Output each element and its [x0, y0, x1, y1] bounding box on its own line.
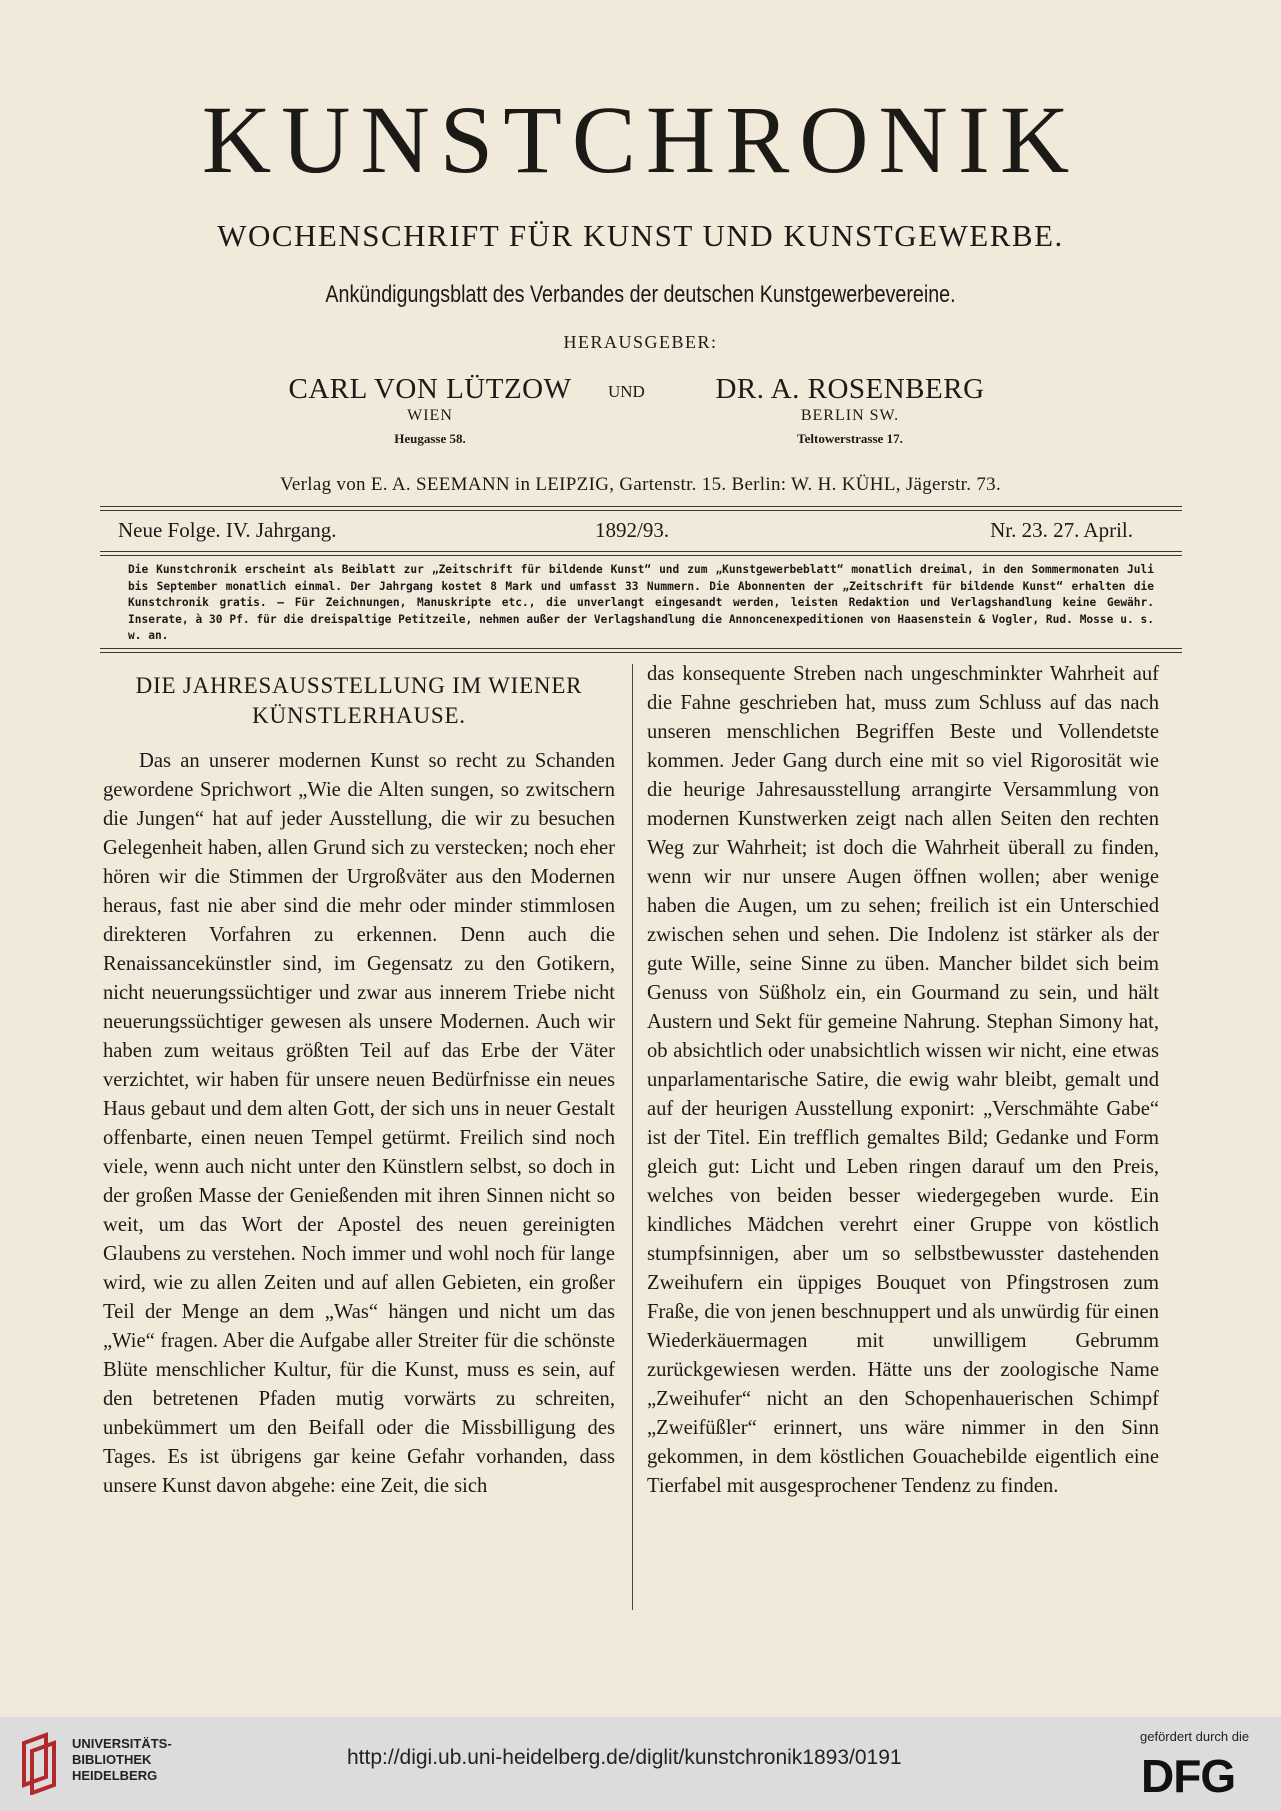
column-divider — [632, 664, 633, 1610]
library-name — [72, 1736, 172, 1784]
publication-subtitle: WOCHENSCHRIFT FÜR KUNST UND KUNSTGEWERBE. — [217, 218, 1064, 253]
editor-lutzow — [275, 373, 585, 447]
article-heading — [100, 671, 618, 731]
divider — [100, 551, 1182, 552]
editor-name: DR. A. ROSENBERG — [715, 373, 985, 405]
divider — [100, 510, 1182, 511]
permalink-url[interactable]: http://digi.ub.uni-heidelberg.de/diglit/kunstchronik1893/0191 — [347, 1746, 902, 1769]
library-name-line: BIBLIOTHEK — [72, 1752, 152, 1767]
publisher-line: Verlag von E. A. SEEMANN in LEIPZIG, Gartenstr. 15. Berlin: W. H. KÜHL, Jägerstr. 73. — [279, 474, 1002, 495]
divider — [100, 506, 1182, 507]
university-library-logo-icon — [16, 1731, 62, 1795]
divider — [100, 652, 1182, 653]
article-column-right — [647, 660, 1159, 1501]
editor-address: Heugasse 58. — [394, 431, 466, 446]
issue-year: 1892/93. — [595, 518, 670, 542]
dfg-logo: DFG — [1141, 1750, 1236, 1802]
editor-address: Teltowerstrasse 17. — [797, 431, 903, 446]
issue-number-date: Nr. 23. 27. April. — [990, 518, 1133, 542]
library-name-line: HEIDELBERG — [72, 1768, 158, 1783]
editor-city: WIEN — [407, 407, 453, 424]
divider — [100, 648, 1182, 649]
issue-folge: Neue Folge. IV. Jahrgang. — [118, 518, 337, 542]
article-paragraph: das konsequente Streben nach ungeschminkter Wahrheit auf die Fahne geschrieben hat, muss zum Schluss auf das nach unseren menschlichen Begriffen Beste und Vollendetste kommen. Jeder Gang durch eine mit so viel Rigorosität wie die heurige Jahresausstellung arrangirte Versammlung von modernen Kunstwerken zeigt nach allen Seiten den rechten Weg zur Wahrheit; ist doch die Wahrheit überall zu finden, wenn wir nur unsere Augen öffnen wollen; aber wenige haben die Augen, um zu sehen; freilich ist ein Unterschied zwischen sehen und sehen. Die Indolenz ist stärker als der gute Wille, seine Sinne zu üben. Mancher bildet sich beim Genuss von Süßholz ein, ein Gourmand zu sein, und hält Austern und Sekt für gemeine Nahrung. Stephan Simony hat, ob absichtlich oder unabsichtlich wissen wir nicht, eine etwas unparlamentarische Satire, die ewig wahr bleibt, gemalt und auf der heurigen Ausstellung exponirt: „Verschmähte Gabe“ ist der Titel. Ein trefflich gemaltes Bild; Gedanke und Form gleich gut: Licht und Leben ringen darauf um den Preis, welches von beiden besser wiedergegeben wurde. Ein kindliches Mädchen verehrt einer Gruppe von köstlich stumpfsinnigen, aber um so selbstbewusster dastehenden Zweihufern ein üppiges Bouquet von Pfingstrosen zum Fraße, die von jenen beschnuppert und als unwürdig für einen Wiederkäuermagen mit unwilligem Gebrumm zurückgewiesen werden. Hätte uns der zoologische Name „Zweihufer“ nicht an den Schopenhauerischen Schimpf „Zweifüßler“ erinnert, uns wäre nimmer in den Sinn gekommen, in dem köstlichen Gouachebilde eigentlich eine Tierfabel mit ausgesprochener Tendenz zu finden. — [647, 663, 1159, 1497]
funded-by-text: gefördert durch die — [1140, 1729, 1250, 1744]
editor-city: BERLIN SW. — [800, 407, 900, 424]
article-heading-line: KÜNSTLERHAUSE. — [252, 703, 466, 728]
divider — [100, 555, 1182, 556]
article-column-left — [103, 747, 615, 1501]
article-heading-line: DIE JAHRESAUSSTELLUNG IM WIENER — [135, 673, 583, 698]
digitization-footer — [0, 1717, 1281, 1811]
article-paragraph: Das an unserer modernen Kunst so recht zu Schanden gewordene Sprichwort „Wie die Alten sungen, so zwitschern die Jungen“ hat auf jeder Ausstellung, die wir zu besuchen Gelegenheit haben, allen Grund sich zu verstecken; noch eher hören wir die Stimmen der Urgroßväter aus den Modernen heraus, fast nie aber sind die mehr oder minder stimmlosen direkteren Vorfahren zu erkennen. Denn auch die Renaissancekünstler sind, im Gegensatz zu den Gotikern, nicht neuerungssüchtiger und zwar aus innerem Triebe nicht neuerungssüchtiger gewesen als unsere Modernen. Auch wir haben zum weitaus größten Teil auf das Erbe der Väter verzichtet, wir haben für unsere neuen Bedürfnisse ein neues Haus gebaut und dem alten Gott, der sich uns in neuer Gestalt offenbarte, einen neuen Tempel getürmt. Freilich sind noch viele, wenn auch nicht unter den Künstlern selbst, so doch in der großen Masse der Genießenden mit ihren Sinnen nicht so weit, um das Wort der Apostel des neuen gereinigten Glaubens zu verstehen. Noch immer und wohl noch für lange wird, wie zu allen Zeiten und auf allen Gebieten, ein großer Teil der Menge an dem „Was“ hängen und nicht um das „Wie“ fragen. Aber die Aufgabe aller Streiter für die schönste Blüte menschlicher Kultur, für die Kunst, muss es sein, auf den betretenen Pfaden mutig vorwärts zu schreiten, unbekümmert um den Beifall oder die Missbilligung des Tages. Es ist übrigens gar keine Gefahr vorhanden, dass unsere Kunst davon abgehe: eine Zeit, die sich — [103, 750, 615, 1497]
library-name-line: UNIVERSITÄTS- — [72, 1736, 172, 1751]
editor-name: CARL VON LÜTZOW — [288, 373, 572, 405]
announcement-line: Ankündigungsblatt des Verbandes der deutschen Kunstgewerbevereine. — [325, 281, 956, 308]
publication-title: KUNSTCHRONIK — [201, 86, 1080, 193]
herausgeber-label: HERAUSGEBER: — [563, 332, 718, 352]
subscription-notice: Die Kunstchronik erscheint als Beiblatt zur „Zeitschrift für bildende Kunst“ und zum „Kunstgewerbeblatt“ monatlich dreimal, in den Sommermonaten Juli bis September monatlich einmal. Der Jahrgang kostet 8 Mark und umfasst 33 Nummern. Die Abonnenten der „Zeitschrift für bildende Kunst“ erhalten die Kunstchronik gratis. — Für Zeichnungen, Manuskripte etc., die unverlangt eingesandt werden, leisten Redaktion und Verlagshandlung keine Gewähr. Inserate, à 30 Pf. für die dreispaltige Petitzeile, nehmen außer der Verlagshandlung die Annoncenexpeditionen von Haasenstein & Vogler, Rud. Mosse u. s. w. an. — [128, 563, 1154, 642]
und-connector: UND — [608, 382, 645, 401]
editor-rosenberg — [710, 373, 990, 447]
